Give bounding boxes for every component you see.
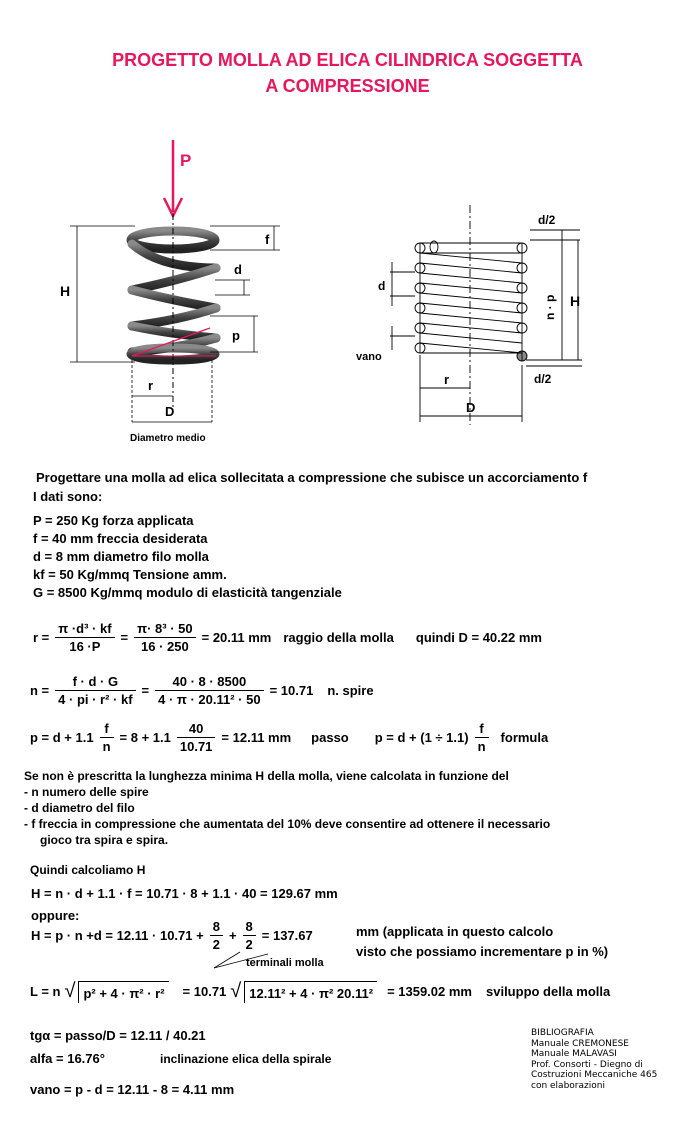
height-label-2: H bbox=[570, 293, 581, 309]
page-title-line2: A COMPRESSIONE bbox=[265, 76, 430, 96]
given-wire: d = 8 mm diametro filo molla bbox=[33, 549, 209, 564]
deflection-label: f bbox=[265, 232, 270, 247]
alfa-label: inclinazione elica della spirale bbox=[160, 1052, 332, 1066]
bibliography: BIBLIOGRAFIA Manuale CREMONESE Manuale MALAVASI Prof. Consorti - Diegno di Costruzioni Meccaniche 465 con elaborazioni bbox=[531, 1028, 658, 1091]
oppure-label: oppure: bbox=[31, 908, 80, 923]
radius-equation: r = $\frac{\text{π ·d³ · kf}}{16 \cdot P}$ = $\frac{\text{π· 8³ · 50}}{16 \cdot 250}$ = 20.11 mm raggio della molla quindi D = 40.22 mm bbox=[33, 621, 542, 654]
page-title-line1: PROGETTO MOLLA AD ELICA CILINDRICA SOGGETTA bbox=[112, 50, 583, 70]
spring-photo-figure bbox=[60, 140, 310, 450]
length-equation: L = n √ p² + 4 · π² · r² = 10.71 √ 12.11² + 4 · π² 20.11² = 1359.02 mm sviluppo della molla bbox=[30, 980, 611, 1002]
given-deflection: f = 40 mm freccia desiderata bbox=[33, 531, 208, 546]
half-wire-top-label: d/2 bbox=[538, 213, 556, 227]
height-note-1: mm (applicata in questo calcolo bbox=[356, 924, 554, 939]
radius-label-2: r bbox=[444, 372, 450, 387]
fraction: $\frac{8}{2}$ bbox=[210, 918, 223, 953]
intro-line1: Progettare una molla ad elica sollecitata a compressione che subisce un accorciamento f bbox=[36, 470, 588, 485]
given-force: P = 250 Kg forza applicata bbox=[33, 513, 194, 528]
half-wire-bottom-label: d/2 bbox=[534, 372, 552, 386]
fraction: $\frac{f \cdot d \cdot G}{\text{4 · pi · r² · kf}}$ bbox=[55, 673, 135, 708]
height-equation-1: H = n · d + 1.1 · f = 10.71 · 8 + 1.1 · 40 = 129.67 mm bbox=[31, 886, 338, 901]
fraction: $\frac{\text{π ·d³ · kf}}{16 \cdot P}$ bbox=[55, 620, 114, 655]
fraction: $\frac{8}{2}$ bbox=[243, 918, 256, 953]
np-label: n · p bbox=[543, 294, 557, 320]
gap-label: vano bbox=[356, 351, 382, 363]
given-stress: kf = 50 Kg/mmq Tensione amm. bbox=[33, 567, 227, 582]
fraction: $\frac{f}{n}$ bbox=[475, 720, 489, 755]
notes-block: Se non è prescritta la lunghezza minima H della molla, viene calcolata in funzione del - n numero delle spire - d diametro del filo - f freccia in compressione che aumentata del 10% deve consentire ad ottenere il necessario gioco tra spira e spira. bbox=[24, 769, 551, 847]
fraction: $\frac{40 \cdot 8 \cdot 8500}{\text{4 · π · 20.11² · 50}}$ bbox=[155, 673, 263, 708]
coils-equation: n = $\frac{f \cdot d \cdot G}{\text{4 · pi · r² · kf}}$ = $\frac{40 \cdot 8 \cdot 8500}{\text{4 · π · 20.11² · 50}}$ = 10.71 n. spire bbox=[30, 674, 374, 707]
height-equation-2: H = p · n +d = 12.11 · 10.71 + $\frac{8}{2}$ + $\frac{8}{2}$ = 137.67 bbox=[31, 919, 313, 952]
intro-line2: I dati sono: bbox=[33, 489, 103, 504]
figure-caption: Diametro medio bbox=[130, 433, 206, 444]
calc-heading: Quindi calcoliamo H bbox=[30, 863, 146, 877]
fraction: $\frac{40}{10.71}$ bbox=[177, 720, 216, 755]
wire-label-2: d bbox=[378, 279, 386, 293]
wire-label: d bbox=[234, 262, 242, 277]
diameter-label: D bbox=[165, 404, 175, 419]
radius-label: r bbox=[148, 378, 154, 393]
pitch-equation: p = d + 1.1 $\frac{f}{n}$ = 8 + 1.1 $\frac{40}{10.71}$ = 12.11 mm passo p = d + (1 ÷ 1.1) $\frac{f}{n}$ formula bbox=[30, 721, 549, 754]
given-modulus: G = 8500 Kg/mmq modulo di elasticità tangenziale bbox=[33, 585, 342, 600]
fraction: $\frac{\text{π· 8³ · 50}}{16 \cdot 250}$ bbox=[134, 620, 195, 655]
load-label: P bbox=[180, 151, 192, 170]
spring-drawing-figure bbox=[350, 200, 590, 430]
height-label: H bbox=[60, 283, 71, 299]
fraction: $\frac{f}{n}$ bbox=[100, 720, 114, 755]
diameter-label-2: D bbox=[466, 400, 476, 415]
tangent-equation: tgα = passo/D = 12.11 / 40.21 bbox=[30, 1028, 206, 1043]
terminals-label: terminali molla bbox=[246, 957, 324, 969]
alfa-value: alfa = 16.76° bbox=[30, 1051, 105, 1066]
givens-list bbox=[33, 512, 342, 602]
gap-equation: vano = p - d = 12.11 - 8 = 4.11 mm bbox=[30, 1082, 235, 1097]
height-note-2: visto che possiamo incrementare p in %) bbox=[356, 944, 609, 959]
pitch-label: p bbox=[232, 328, 240, 343]
